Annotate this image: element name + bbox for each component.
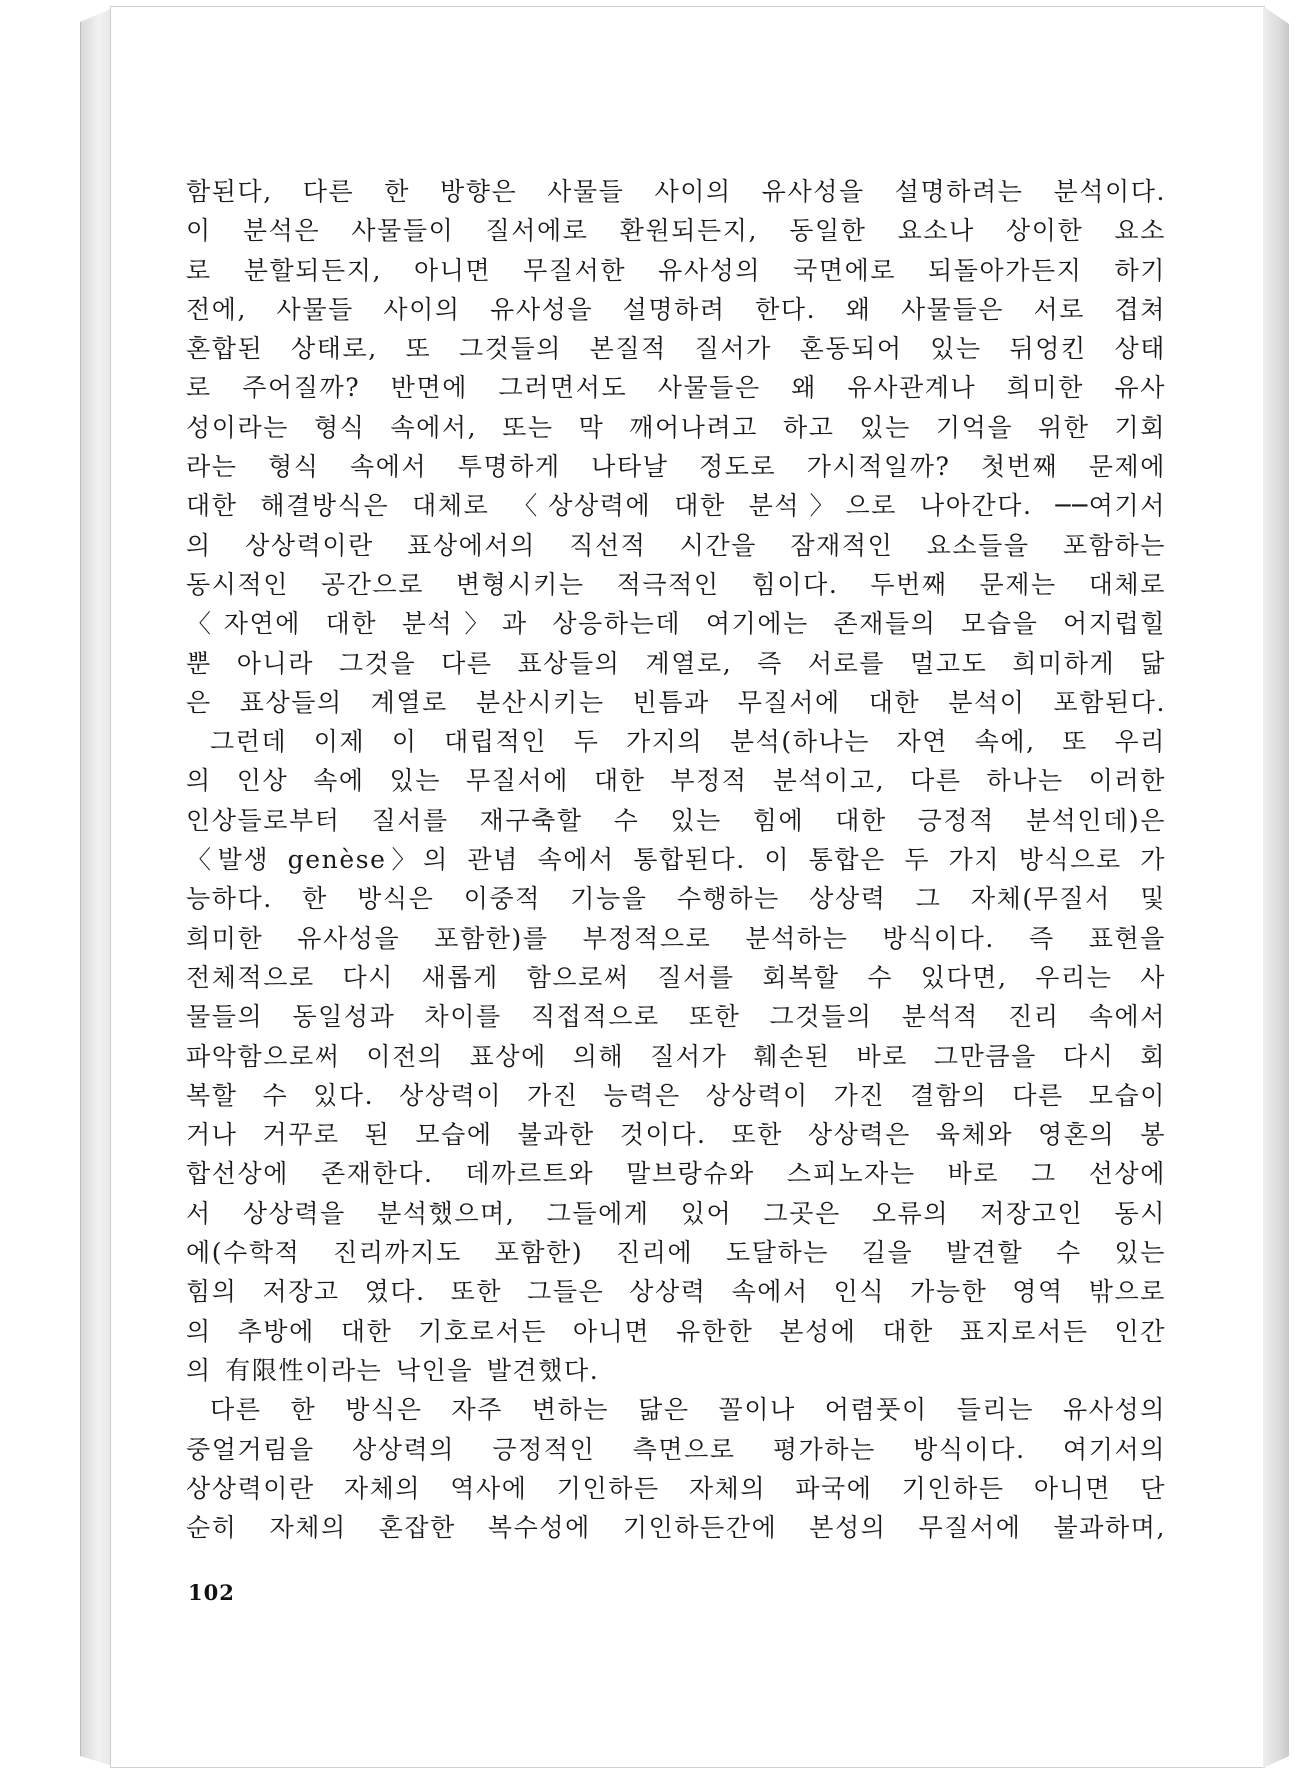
text-line: 능하다. 한 방식은 이중적 기능을 수행하는 상상력 그 자체(무질서 및 bbox=[186, 884, 1166, 914]
text-line: 다른 한 방식은 자주 변하는 닮은 꼴이나 어렴풋이 들리는 유사성의 bbox=[210, 1395, 1166, 1425]
book-right-edge bbox=[1263, 6, 1289, 1768]
text-line: 의 인상 속에 있는 무질서에 대한 부정적 분석이고, 다른 하나는 이러한 bbox=[186, 766, 1166, 796]
text-line: 인상들로부터 질서를 재구축할 수 있는 힘에 대한 긍정적 분석인데)은 bbox=[186, 805, 1166, 835]
text-line: 로 주어질까? 반면에 그러면서도 사물들은 왜 유사관계나 희미한 유사 bbox=[186, 373, 1166, 403]
page-number: 102 bbox=[188, 1580, 235, 1605]
text-line: 파악함으로써 이전의 표상에 의해 질서가 훼손된 바로 그만큼을 다시 회 bbox=[186, 1041, 1166, 1071]
text-line: 동시적인 공간으로 변형시키는 적극적인 힘이다. 두번째 문제는 대체로 bbox=[186, 569, 1166, 599]
text-line: 이 분석은 사물들이 질서에로 환원되든지, 동일한 요소나 상이한 요소 bbox=[186, 216, 1166, 246]
text-line: 대한 해결방식은 대체로 〈상상력에 대한 분석〉으로 나아간다. ──여기서 bbox=[186, 491, 1166, 521]
text-line: 라는 형식 속에서 투명하게 나타날 정도로 가시적일까? 첫번째 문제에 bbox=[186, 452, 1166, 482]
text-line: 뿐 아니라 그것을 다른 표상들의 계열로, 즉 서로를 멀고도 희미하게 닮 bbox=[186, 648, 1166, 678]
text-line: 전체적으로 다시 새롭게 함으로써 질서를 회복할 수 있다면, 우리는 사 bbox=[186, 962, 1166, 992]
text-line: 은 표상들의 계열로 분산시키는 빈틈과 무질서에 대한 분석이 포함된다. bbox=[186, 687, 1166, 717]
text-line: 의 상상력이란 표상에서의 직선적 시간을 잠재적인 요소들을 포함하는 bbox=[186, 530, 1166, 560]
text-line: 에(수학적 진리까지도 포함한) 진리에 도달하는 길을 발견할 수 있는 bbox=[186, 1238, 1166, 1268]
text-line: 의 有限性이라는 낙인을 발견했다. bbox=[186, 1355, 600, 1385]
book-left-edge bbox=[80, 8, 113, 1766]
text-line: 순히 자체의 혼잡한 복수성에 기인하든간에 본성의 무질서에 불과하며, bbox=[186, 1513, 1166, 1543]
text-line: 그런데 이제 이 대립적인 두 가지의 분석(하나는 자연 속에, 또 우리 bbox=[210, 727, 1166, 757]
text-line: 함된다, 다른 한 방향은 사물들 사이의 유사성을 설명하려는 분석이다. bbox=[186, 177, 1166, 206]
text-line: 전에, 사물들 사이의 유사성을 설명하려 한다. 왜 사물들은 서로 겹쳐 bbox=[186, 294, 1166, 324]
text-line: 의 추방에 대한 기호로서든 아니면 유한한 본성에 대한 표지로서든 인간 bbox=[186, 1316, 1166, 1346]
text-line: 서 상상력을 분석했으며, 그들에게 있어 그곳은 오류의 저장고인 동시 bbox=[186, 1198, 1166, 1228]
text-line: 거나 거꾸로 된 모습에 불과한 것이다. 또한 상상력은 육체와 영혼의 봉 bbox=[186, 1120, 1166, 1150]
text-line: 〈발생 genèse〉의 관념 속에서 통합된다. 이 통합은 두 가지 방식으로 가 bbox=[186, 845, 1166, 875]
text-line: 성이라는 형식 속에서, 또는 막 깨어나려고 하고 있는 기억을 위한 기회 bbox=[186, 412, 1166, 442]
text-line: 물들의 동일성과 차이를 직접적으로 또한 그것들의 분석적 진리 속에서 bbox=[186, 1002, 1166, 1032]
text-line: 로 분할되든지, 아니면 무질서한 유사성의 국면에로 되돌아가든지 하기 bbox=[186, 255, 1166, 285]
text-line: 상상력이란 자체의 역사에 기인하든 자체의 파국에 기인하든 아니면 단 bbox=[186, 1473, 1166, 1503]
text-line: 희미한 유사성을 포함한)를 부정적으로 분석하는 방식이다. 즉 표현을 bbox=[186, 923, 1166, 953]
body-text bbox=[186, 172, 1166, 1547]
text-line: 복할 수 있다. 상상력이 가진 능력은 상상력이 가진 결함의 다른 모습이 bbox=[186, 1080, 1166, 1110]
text-line: 힘의 저장고 였다. 또한 그들은 상상력 속에서 인식 가능한 영역 밖으로 bbox=[186, 1277, 1166, 1307]
text-line: 중얼거림을 상상력의 긍정적인 측면으로 평가하는 방식이다. 여기서의 bbox=[186, 1434, 1166, 1464]
text-line: 합선상에 존재한다. 데까르트와 말브랑슈와 스피노자는 바로 그 선상에 bbox=[186, 1159, 1166, 1189]
text-line: 〈자연에 대한 분석〉과 상응하는데 여기에는 존재들의 모습을 어지럽힐 bbox=[186, 609, 1166, 639]
text-line: 혼합된 상태로, 또 그것들의 본질적 질서가 혼동되어 있는 뒤엉킨 상태 bbox=[186, 334, 1166, 364]
